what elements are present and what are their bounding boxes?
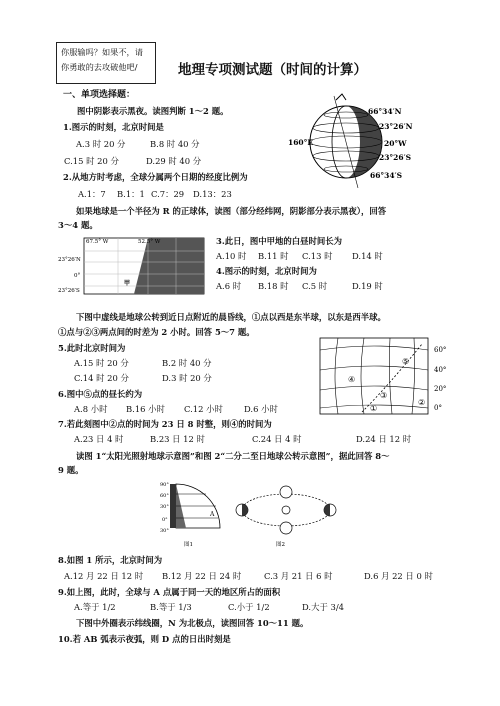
fig2-label-jia: 甲 xyxy=(124,280,131,287)
q7-option-a: A.23 日 4 时 xyxy=(74,434,124,444)
question-5: 5.此时北京时间为 xyxy=(58,343,126,353)
q7-option-b: B.23 日 12 时 xyxy=(150,434,205,444)
q1-option-c: C.15 时 20 分 xyxy=(64,156,119,166)
question-8: 8.如图 1 所示，北京时间为 xyxy=(58,555,163,565)
q5-option-a: A.15 时 20 分 xyxy=(74,358,129,368)
q9-option-d: D.大于 3/4 xyxy=(302,602,344,612)
q2-option-d: D.13：23 xyxy=(193,189,232,199)
fig2-label-0: 0° xyxy=(74,273,81,279)
question-1: 1.图示的时刻，北京时间是 xyxy=(63,122,164,132)
note-line-1: 你服输吗？如果不，请 xyxy=(61,47,143,57)
question-3: 3.此日，图中甲地的白昼时间长为 xyxy=(216,236,342,246)
q3-option-a: A.10 时 xyxy=(216,251,247,261)
q4-option-c: C.5 时 xyxy=(302,281,328,291)
fig1-label-23n: 23°26′N xyxy=(379,122,413,131)
q5-option-b: B.2 时 40 分 xyxy=(162,358,212,368)
fig3-point-2: ② xyxy=(418,398,426,407)
fig1-label-66n: 66°34′N xyxy=(368,107,402,116)
q9-option-b: B.等于 1/3 xyxy=(150,602,192,612)
q8-option-b: B.12 月 22 日 24 时 xyxy=(162,571,242,581)
globe-day-night-figure xyxy=(286,92,446,188)
q9-option-c: C.小于 1/2 xyxy=(228,602,270,612)
q4-option-a: A.6 时 xyxy=(216,281,242,291)
q6-option-c: C.12 小时 xyxy=(184,404,223,414)
fig3-label-0: 0° xyxy=(434,404,442,412)
q3-option-d: D.14 时 xyxy=(352,251,383,261)
fig4-caption-2: 图2 xyxy=(276,542,285,548)
fig4-caption-1: 图1 xyxy=(184,542,193,548)
q8-option-c: C.3 月 21 日 6 时 xyxy=(264,571,333,581)
motivation-note-box xyxy=(56,42,156,84)
fig1-label-66s: 66°34′S xyxy=(370,171,403,180)
terminator-graticule-figure xyxy=(318,336,458,416)
q4-option-b: B.18 时 xyxy=(258,281,289,291)
fig3-label-60: 60° xyxy=(434,346,447,354)
fig2-label-23n: 23°26′N xyxy=(58,257,81,263)
intro-10-11: 下图中外圈表示纬线圈，N 为北极点，读图回答 10～11 题。 xyxy=(76,618,309,628)
fig3-point-1: ① xyxy=(370,404,378,413)
q8-option-d: D.6 月 22 日 0 时 xyxy=(364,571,433,581)
question-2: 2.从地方时考虑，全球分属两个日期的经度比例为 xyxy=(63,172,248,182)
q7-option-c: C.24 日 4 时 xyxy=(252,434,302,444)
fig4-sunlight-diagram xyxy=(160,482,220,548)
q2-option-c: C.7：29 xyxy=(151,189,185,199)
intro-8-9-line1: 读图 1“太阳光照射地球示意图”和图 2“二分二至日地球公转示意图”，据此回答 8～ xyxy=(76,451,390,461)
fig1-label-23s: 23°26′S xyxy=(379,153,412,162)
question-9: 9.如上图，此时，全球与 A 点属于同一天的地区所占的面积 xyxy=(58,587,281,597)
fig4-label-60: 60° xyxy=(160,493,169,499)
fig3-point-5: ⑤ xyxy=(402,357,410,366)
question-10: 10.若 AB 弧表示夜弧，则 D 点的日出时刻是 xyxy=(58,634,231,644)
q8-option-a: A.12 月 22 日 12 时 xyxy=(64,571,144,581)
fig4-orbit-diagram xyxy=(236,486,336,548)
fig3-label-40: 40° xyxy=(434,366,447,374)
lat-lon-grid-figure xyxy=(58,234,208,296)
intro-3-4-line1: 如果地球是一个半径为 R 的正球体，读图（部分经纬网，阴影部分表示黑夜），回答 xyxy=(76,206,387,216)
q1-option-b: B.8 时 40 分 xyxy=(150,139,200,149)
section-heading: 一、单项选择题： xyxy=(63,90,136,100)
note-line-2: 你勇敢的去攻破他吧/ xyxy=(61,62,138,72)
q1-option-a: A.3 时 20 分 xyxy=(76,139,126,149)
fig4-label-90: 90° xyxy=(160,482,169,488)
fig4-label-30: 30° xyxy=(160,504,169,510)
fig3-point-3: ③ xyxy=(380,391,388,400)
fig1-label-20w: 20°W xyxy=(384,139,407,148)
q2-option-a: A.1：7 xyxy=(78,189,106,199)
q6-option-b: B.16 小时 xyxy=(126,404,165,414)
intro-3-4-line2: 3～4 题。 xyxy=(58,220,98,230)
q5-option-c: C.14 时 20 分 xyxy=(74,373,129,383)
fig4-label-0: 0° xyxy=(162,517,168,523)
q5-option-d: D.3 时 20 分 xyxy=(162,373,212,383)
question-4: 4.图示的时刻，北京时间为 xyxy=(216,266,317,276)
q4-option-d: D.19 时 xyxy=(352,281,383,291)
sunlight-orbit-figure xyxy=(150,476,340,552)
question-7: 7.若此刻图中②点的时间为 23 日 8 时整，则④的时间为 xyxy=(58,419,272,429)
fig2-label-23s: 23°26′S xyxy=(58,288,80,294)
q3-option-b: B.11 时 xyxy=(258,251,289,261)
q6-option-d: D.6 小时 xyxy=(244,404,278,414)
q1-option-d: D.29 时 40 分 xyxy=(146,156,202,166)
fig2-label-675w: 67.5° W xyxy=(86,239,109,245)
intro-5-7-line1: 下图中虚线是地球公转到近日点附近的晨昏线，①点以西是东半球，以东是西半球。 xyxy=(76,312,386,322)
q3-option-c: C.13 时 xyxy=(302,251,333,261)
fig4-label-30s: 30° xyxy=(160,528,169,534)
fig3-point-4: ④ xyxy=(348,375,356,384)
intro-1-2: 图中阴影表示黑夜。读图判断 1～2 题。 xyxy=(77,106,229,116)
q2-option-b: B.1：1 xyxy=(117,189,145,199)
q9-option-a: A.等于 1/2 xyxy=(74,602,116,612)
fig4-point-a: A xyxy=(210,511,215,518)
question-6: 6.图中⑤点的昼长约为 xyxy=(58,389,143,399)
fig2-label-525w: 52.5° W xyxy=(138,239,161,245)
fig1-label-160e: 160°E xyxy=(288,138,314,147)
q6-option-a: A.8 小时 xyxy=(74,404,108,414)
intro-8-9-line2: 9 题。 xyxy=(58,465,84,475)
fig3-label-20: 20° xyxy=(434,385,447,393)
intro-5-7-line2: ①点与②③两点间的时差为 2 小时。回答 5～7 题。 xyxy=(58,327,255,337)
page-title: 地理专项测试题（时间的计算） xyxy=(178,62,367,78)
q7-option-d: D.24 日 12 时 xyxy=(356,434,412,444)
